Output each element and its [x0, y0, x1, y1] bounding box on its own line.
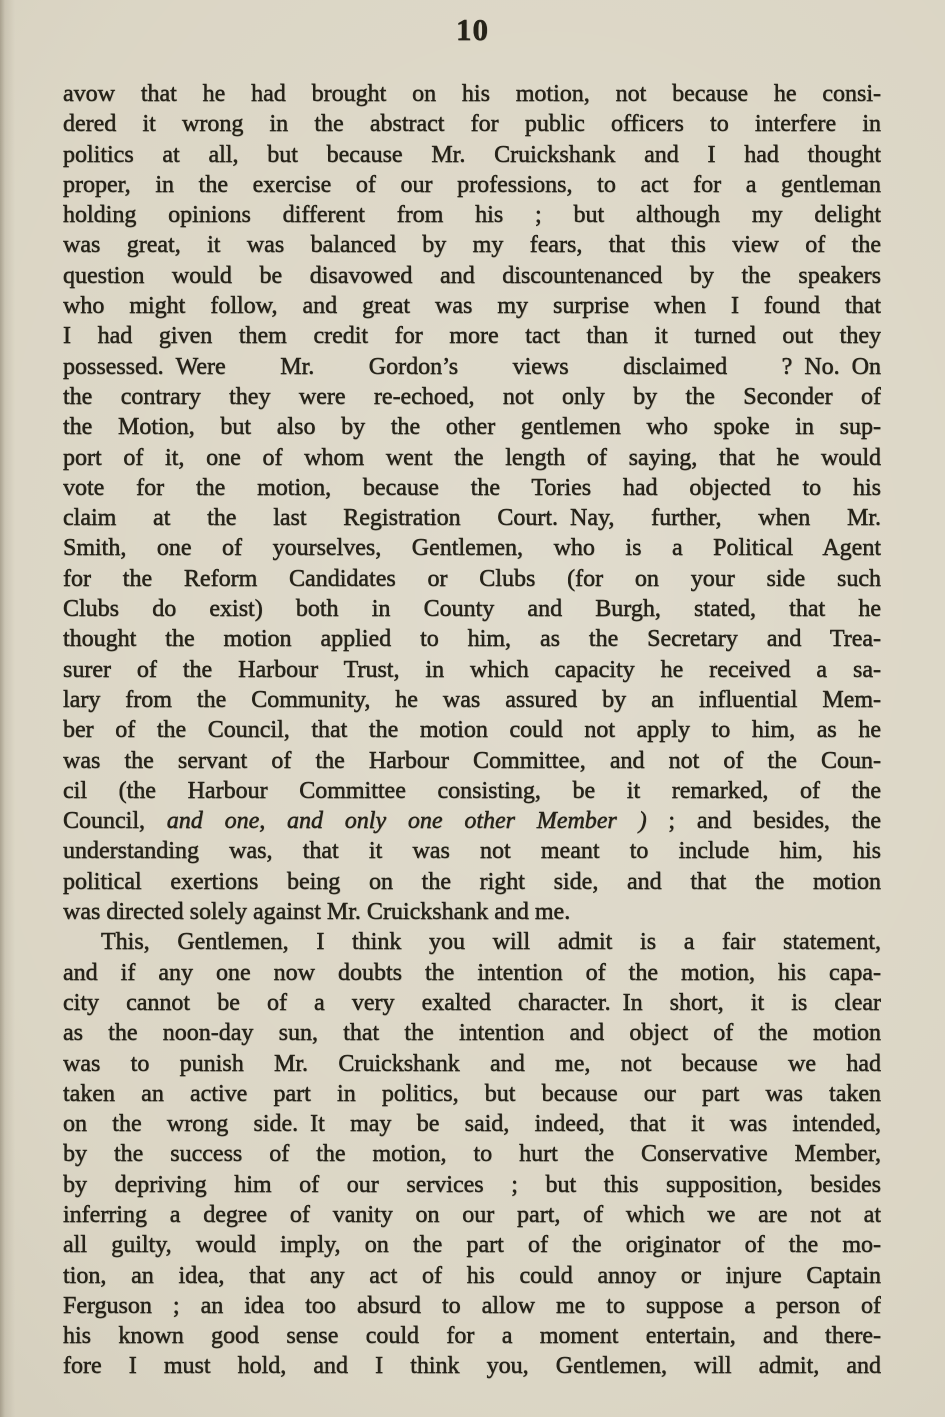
text-line	[63, 1170, 881, 1200]
text-line	[63, 897, 881, 927]
text-run: understanding was, that it was not meant to include him, his	[63, 838, 881, 865]
text-line	[63, 1049, 881, 1079]
text-run: possessed. Were Mr. Gordon’s views disclaimed ? No. On	[63, 353, 881, 380]
text-line	[63, 473, 881, 503]
text-run: all guilty, would imply, on the part of the originator of the mo-	[63, 1232, 881, 1259]
text-line	[63, 685, 881, 715]
text-line	[63, 927, 881, 957]
text-run: Smith, one of yourselves, Gentlemen, who is a Political Agent	[63, 535, 881, 562]
text-line	[63, 352, 881, 382]
text-line	[63, 79, 881, 109]
text-run: who might follow, and great was my surprise when I found that	[63, 293, 881, 320]
text-line	[63, 1230, 881, 1260]
text-run: the Motion, but also by the other gentlemen who spoke in sup-	[63, 414, 881, 441]
text-run: This, Gentlemen, I think you will admit is a fair statement,	[101, 929, 881, 956]
text-line	[63, 1291, 881, 1321]
text-run: ber of the Council, that the motion could not apply to him, as he	[63, 717, 881, 744]
text-line	[63, 655, 881, 685]
text-run: question would be disavowed and discountenanced by the speakers	[63, 262, 881, 289]
text-line	[63, 140, 881, 170]
text-line	[63, 1321, 881, 1351]
text-run: his known good sense could for a moment entertain, and there-	[63, 1323, 881, 1350]
italic-text-run: and one, and only one other Member )	[166, 808, 669, 835]
text-run: was to punish Mr. Cruickshank and me, not because we had	[63, 1050, 881, 1077]
text-run: and if any one now doubts the intention of the motion, his capa-	[63, 959, 881, 986]
text-line	[63, 746, 881, 776]
text-line	[63, 321, 881, 351]
text-line	[63, 624, 881, 654]
text-run: as the noon-day sun, that the intention and object of the motion	[63, 1020, 881, 1047]
text-run: surer of the Harbour Trust, in which capacity he received a sa-	[63, 656, 881, 683]
text-run: was the servant of the Harbour Committee, and not of the Coun-	[63, 747, 881, 774]
text-line	[63, 958, 881, 988]
text-line	[63, 200, 881, 230]
text-line	[63, 594, 881, 624]
text-line	[63, 715, 881, 745]
text-run: inferring a degree of vanity on our part, of which we are not at	[63, 1201, 881, 1228]
text-line	[63, 867, 881, 897]
text-run: was directed solely against Mr. Cruickshank and me.	[63, 899, 571, 926]
text-run: claim at the last Registration Court. Nay, further, when Mr.	[63, 505, 881, 532]
text-run: holding opinions different from his ; but although my delight	[63, 202, 881, 229]
text-run: port of it, one of whom went the length of saying, that he would	[63, 444, 881, 471]
text-line	[63, 1109, 881, 1139]
text-run: ; and besides, the	[668, 808, 881, 835]
text-run: Council,	[63, 808, 167, 835]
text-run: Clubs do exist) both in County and Burgh, stated, that he	[63, 596, 881, 623]
text-run: Ferguson ; an idea too absurd to allow me to suppose a person of	[63, 1292, 881, 1319]
text-run: political exertions being on the right side, and that the motion	[63, 868, 881, 895]
text-run: taken an active part in politics, but because our part was taken	[63, 1080, 881, 1107]
page-number: 10	[456, 12, 489, 47]
text-line	[63, 1139, 881, 1169]
text-line	[63, 503, 881, 533]
text-run: by depriving him of our services ; but this supposition, besides	[63, 1171, 881, 1198]
text-run: avow that he had brought on his motion, not because he consi-	[63, 81, 881, 107]
text-line	[63, 533, 881, 563]
text-line	[63, 261, 881, 291]
text-line	[63, 412, 881, 442]
text-line	[63, 776, 881, 806]
text-run: tion, an idea, that any act of his could annoy or injure Captain	[63, 1262, 881, 1289]
text-run: the contrary they were re-echoed, not only by the Seconder of	[63, 383, 881, 410]
text-run: fore I must hold, and I think you, Gentlemen, will admit, and	[63, 1353, 881, 1380]
text-line	[63, 836, 881, 866]
text-block	[63, 79, 881, 1382]
text-line	[63, 564, 881, 594]
text-run: on the wrong side. It may be said, indeed, that it was intended,	[63, 1111, 881, 1138]
text-run: by the success of the motion, to hurt the Conservative Member,	[63, 1141, 881, 1168]
text-run: lary from the Community, he was assured by an influential Mem-	[63, 686, 881, 713]
text-line	[63, 1261, 881, 1291]
text-run: vote for the motion, because the Tories had objected to his	[63, 474, 881, 501]
text-run: city cannot be of a very exalted character. In short, it is clear	[63, 989, 881, 1016]
text-run: for the Reform Candidates or Clubs (for on your side such	[63, 565, 881, 592]
text-line	[63, 1018, 881, 1048]
text-line	[63, 109, 881, 139]
text-line	[63, 806, 881, 836]
text-line	[63, 443, 881, 473]
text-line	[63, 1351, 881, 1381]
text-line	[63, 230, 881, 260]
text-run: cil (the Harbour Committee consisting, be it remarked, of the	[63, 777, 881, 804]
text-line	[63, 291, 881, 321]
text-line	[63, 1200, 881, 1230]
text-line	[63, 170, 881, 200]
text-run: was great, it was balanced by my fears, that this view of the	[63, 232, 881, 259]
text-run: thought the motion applied to him, as the Secretary and Trea-	[63, 626, 881, 653]
text-line	[63, 988, 881, 1018]
text-run: proper, in the exercise of our professions, to act for a gentleman	[63, 171, 881, 198]
text-run: politics at all, but because Mr. Cruickshank and I had thought	[63, 141, 881, 168]
text-line	[63, 382, 881, 412]
text-run: dered it wrong in the abstract for public officers to interfere in	[63, 111, 881, 138]
text-line	[63, 1079, 881, 1109]
text-run: I had given them credit for more tact than it turned out they	[63, 323, 881, 350]
